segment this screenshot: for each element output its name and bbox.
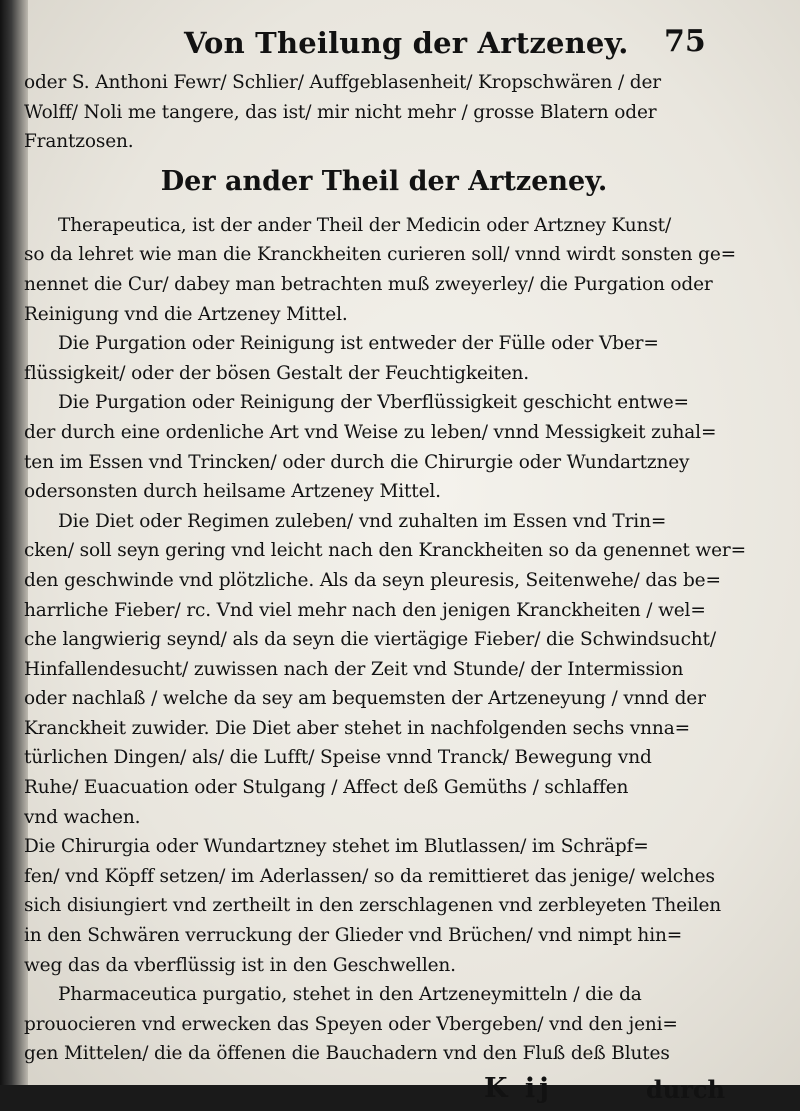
catchword: durch — [646, 1075, 725, 1104]
text-block — [24, 20, 746, 1111]
signature-mark: K ij — [484, 1073, 553, 1104]
paragraph-diet — [24, 507, 746, 833]
text-line: Die Chirurgia oder Wundartzney stehet im Blutlassen/ im Schräpf= — [24, 836, 649, 858]
page-number: 75 — [664, 24, 706, 59]
text-line: so da lehret wie man die Kranckheiten curieren soll/ vnnd wirdt sonsten ge= — [24, 244, 736, 266]
text-line: Die Purgation oder Reinigung der Vberflüssigkeit geschicht entwe= — [58, 392, 689, 414]
text-line: Wolff/ Noli me tangere, das ist/ mir nicht mehr / grosse Blatern oder — [24, 101, 657, 123]
text-line: Reinigung vnd die Artzeney Mittel. — [24, 303, 348, 325]
text-line: flüssigkeit/ oder der bösen Gestalt der Feuchtigkeiten. — [24, 362, 530, 384]
text-line: türlichen Dingen/ als/ die Lufft/ Speise vnnd Tranck/ Bewegung vnd — [24, 747, 652, 769]
text-line: vnd wachen. — [24, 806, 141, 828]
text-line: harrliche Fieber/ rc. Vnd viel mehr nach den jenigen Kranckheiten / wel= — [24, 599, 706, 621]
paragraph-therapeutica — [24, 211, 736, 329]
text-line: Die Purgation oder Reinigung ist entweder der Fülle oder Vber= — [58, 333, 659, 355]
text-line: cken/ soll seyn gering vnd leicht nach den Kranckheiten so da genennet wer= — [24, 540, 746, 562]
text-line: odersonsten durch heilsame Artzeney Mittel. — [24, 481, 441, 503]
text-line: Hinfallendesucht/ zuwissen nach der Zeit vnd Stunde/ der Intermission — [24, 658, 684, 680]
text-line: den geschwinde vnd plötzliche. Als da seyn pleuresis, Seitenwehe/ das be= — [24, 569, 721, 591]
running-head — [24, 20, 714, 68]
text-line: Frantzosen. — [24, 131, 134, 153]
paragraph-pharmaceutica — [24, 980, 714, 1069]
text-line: Therapeutica, ist der ander Theil der Medicin oder Artzney Kunst/ — [58, 214, 672, 236]
text-line: sich disiungiert vnd zertheilt in den zerschlagenen vnd zerbleyeten Theilen — [24, 895, 722, 917]
text-line: der durch eine ordenliche Art vnd Weise zu leben/ vnnd Messigkeit zuhal= — [24, 421, 717, 443]
paragraph-uberflussigkeit — [24, 388, 717, 506]
paragraph-purgation — [24, 329, 714, 388]
section-heading: Der ander Theil der Artzeney. — [160, 165, 608, 197]
text-line: nennet die Cur/ dabey man betrachten muß zweyerley/ die Purgation oder — [24, 273, 713, 295]
text-line: prouocieren vnd erwecken das Speyen oder Vbergeben/ vnd den jeni= — [24, 1013, 678, 1035]
text-line: fen/ vnd Köpff setzen/ im Aderlassen/ so da remittieret das jenige/ welches — [24, 865, 715, 887]
intro-text — [24, 68, 714, 157]
text-line: Kranckheit zuwider. Die Diet aber stehet in nachfolgenden sechs vnna= — [24, 717, 690, 739]
text-line: oder nachlaß / welche da sey am bequemsten der Artzeneyung / vnnd der — [24, 688, 706, 710]
text-line: oder S. Anthoni Fewr/ Schlier/ Auffgeblasenheit/ Kropschwären / der — [24, 72, 661, 93]
page-footer — [24, 1071, 725, 1111]
text-line: Pharmaceutica purgatio, stehet in den Artzeneymitteln / die da — [58, 984, 642, 1006]
text-line: Die Diet oder Regimen zuleben/ vnd zuhalten im Essen vnd Trin= — [58, 510, 667, 532]
paragraph-chirurgia — [24, 832, 722, 980]
text-line: weg das da vberflüssig ist in den Geschwellen. — [24, 954, 456, 976]
running-title: Von Theilung der Artzeney. — [184, 26, 629, 60]
text-line: gen Mittelen/ die da öffenen die Bauchadern vnd den Fluß deß Blutes — [24, 1043, 670, 1065]
text-line: ten im Essen vnd Trincken/ oder durch die Chirurgie oder Wundartzney — [24, 451, 690, 473]
text-line: che langwierig seynd/ als da seyn die viertägige Fieber/ die Schwindsucht/ — [24, 629, 716, 651]
text-line: in den Schwären verruckung der Glieder vnd Brüchen/ vnd nimpt hin= — [24, 925, 683, 947]
text-line: Ruhe/ Euacuation oder Stulgang / Affect deß Gemüths / schlaffen — [24, 777, 629, 799]
